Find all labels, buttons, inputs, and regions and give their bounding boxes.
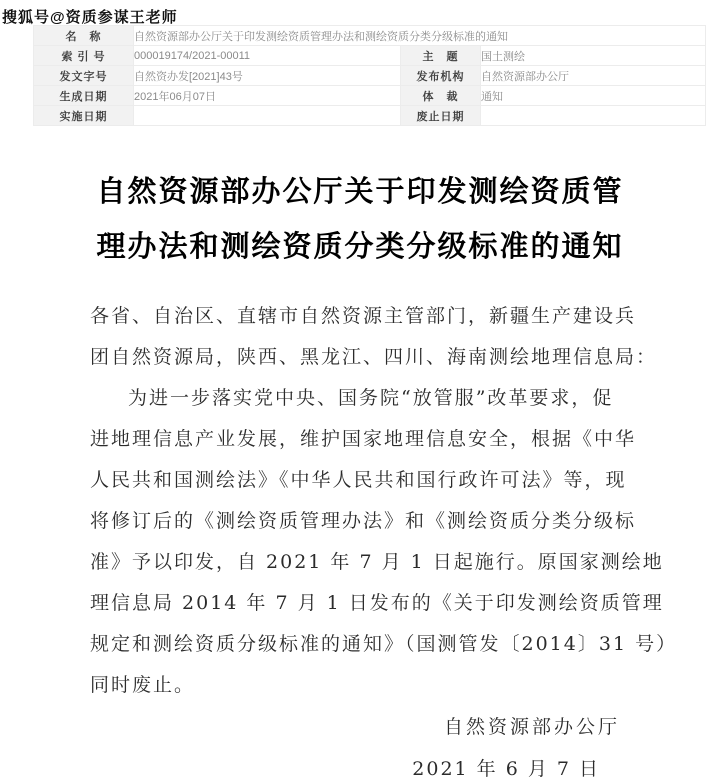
metadata-table: [33, 25, 706, 126]
body-line: 为进一步落实党中央、国务院“放管服”改革要求，促: [128, 387, 614, 409]
document-title-line2: 理办法和测绘资质分类分级标准的通知: [96, 231, 624, 263]
body-line: 团自然资源局，陕西、黑龙江、四川、海南测绘地理信息局：: [90, 346, 658, 368]
field-value-doc-number: 自然资办发[2021]43号: [134, 66, 401, 86]
field-label-repeal-date: 废止日期: [401, 106, 481, 126]
field-label-genre: 体 裁: [401, 86, 481, 106]
body-line: 准》予以印发，自 2021 年 7 月 1 日起施行。原国家测绘地: [90, 551, 664, 573]
table-row: [34, 26, 706, 46]
table-row: [34, 66, 706, 86]
document-title-line1: 自然资源部办公厅关于印发测绘资质管: [96, 176, 624, 208]
field-label-creation-date: 生成日期: [34, 86, 134, 106]
field-value-effective-date: [134, 106, 401, 126]
table-row: [34, 46, 706, 66]
document-body: [90, 296, 678, 706]
watermark-text: 搜狐号@资质参谋王老师: [2, 9, 178, 26]
body-line: 同时废止。: [90, 674, 196, 696]
field-label-index-number: 索 引 号: [34, 46, 134, 66]
field-value-issuing-agency: 自然资源部办公厅: [481, 66, 706, 86]
body-line: 理信息局 2014 年 7 月 1 日发布的《关于印发测绘资质管理: [90, 592, 664, 614]
field-value-index-number: 000019174/2021-00011: [134, 46, 401, 66]
field-label-doc-number: 发文字号: [34, 66, 134, 86]
body-line: 将修订后的《测绘资质管理办法》和《测绘资质分类分级标: [90, 510, 637, 532]
field-value-genre: 通知: [481, 86, 706, 106]
body-line: 各省、自治区、直辖市自然资源主管部门，新疆生产建设兵: [90, 305, 637, 327]
field-label-issuing-agency: 发布机构: [401, 66, 481, 86]
body-line: 规定和测绘资质分级标准的通知》（国测管发〔2014〕31 号）: [90, 633, 678, 655]
field-label-effective-date: 实施日期: [34, 106, 134, 126]
field-value-repeal-date: [481, 106, 706, 126]
body-line: 人民共和国测绘法》《中华人民共和国行政许可法》等，现: [90, 469, 627, 491]
signature-block: [90, 706, 652, 782]
signature-issuer: 自然资源部办公厅: [443, 716, 620, 738]
document-title: [0, 165, 720, 275]
body-line: 进地理信息产业发展，维护国家地理信息安全，根据《中华: [90, 428, 637, 450]
table-row: [34, 106, 706, 126]
signature-date: 2021 年 6 月 7 日: [412, 758, 600, 780]
field-value-subject: 国土测绘: [481, 46, 706, 66]
table-row: [34, 86, 706, 106]
field-label-name: 名 称: [34, 26, 134, 46]
field-value-name: 自然资源部办公厅关于印发测绘资质管理办法和测绘资质分类分级标准的通知: [134, 26, 706, 46]
field-label-subject: 主 题: [401, 46, 481, 66]
field-value-creation-date: 2021年06月07日: [134, 86, 401, 106]
